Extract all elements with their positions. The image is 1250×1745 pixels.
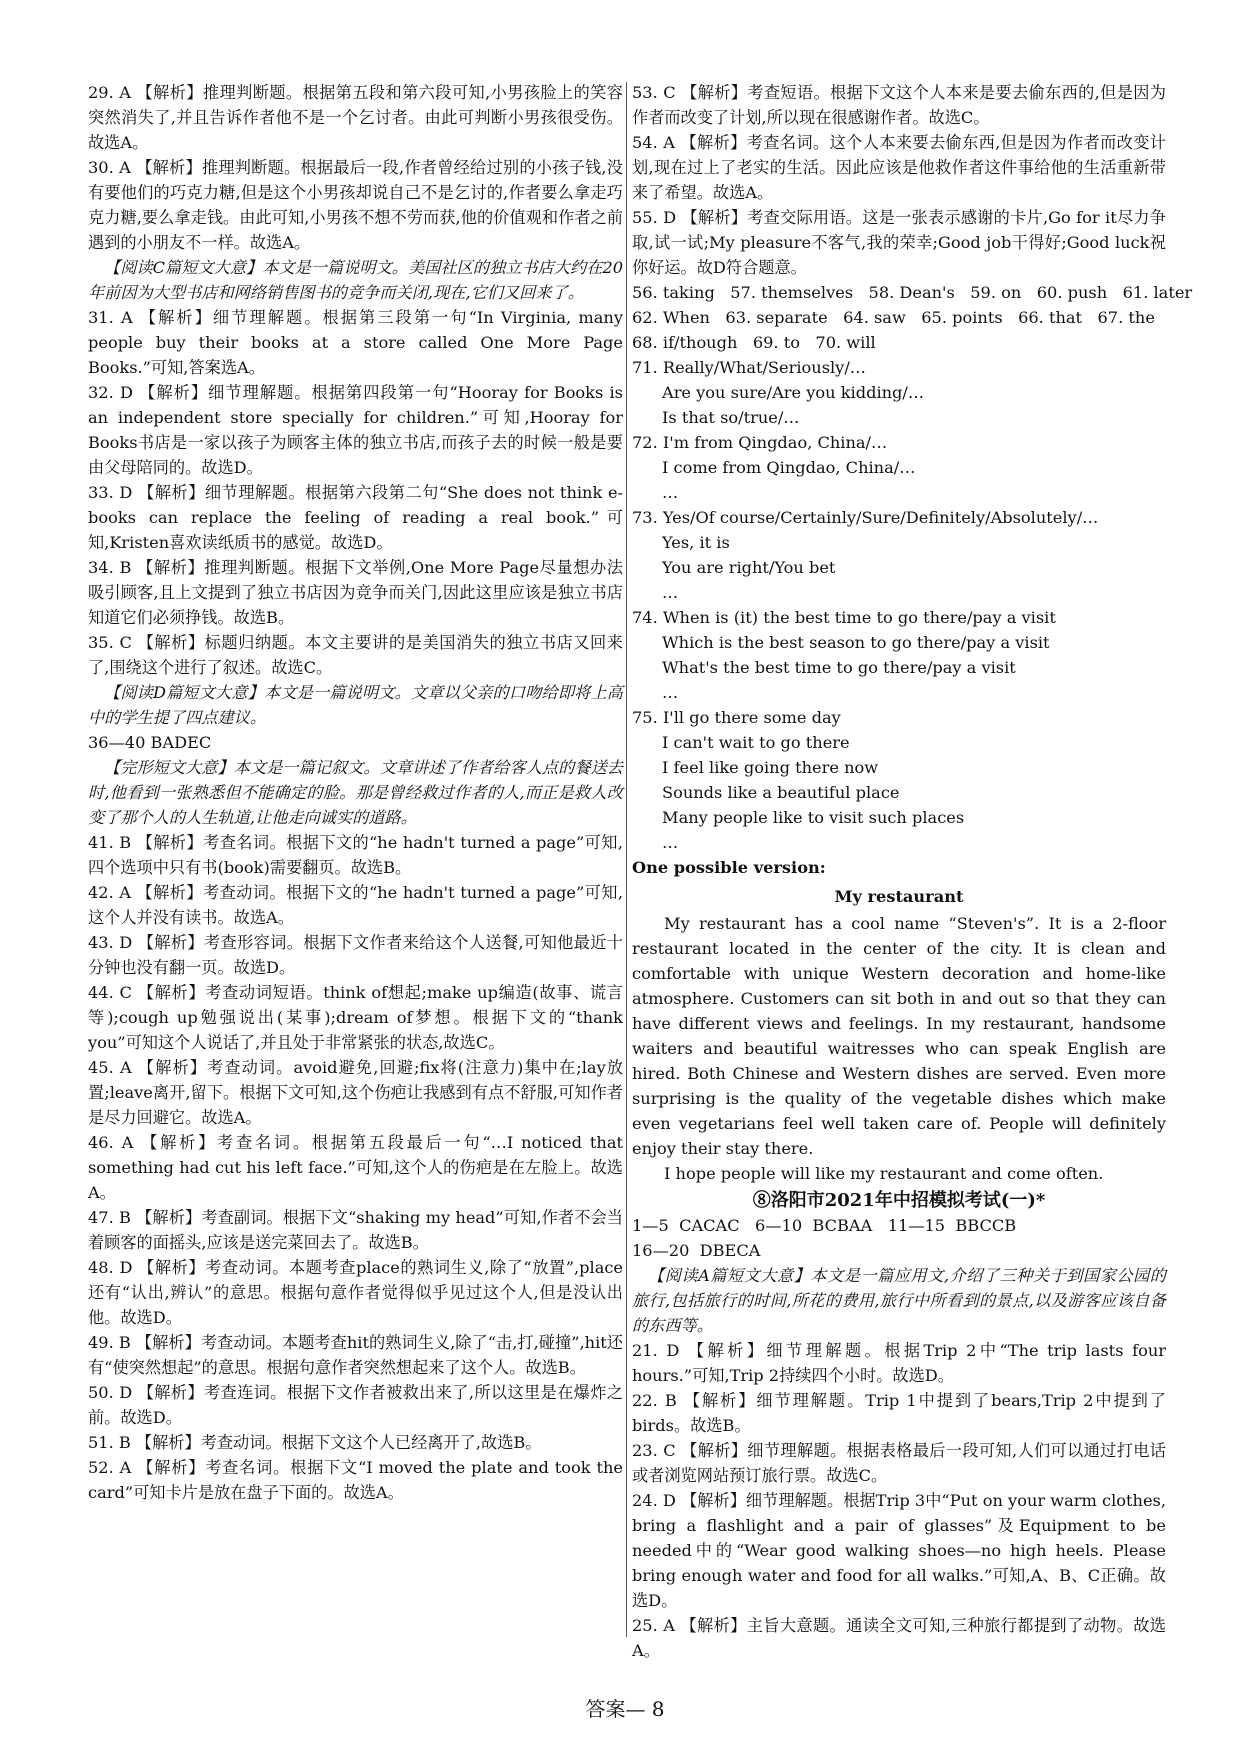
answer-alternative: I feel like going there now [662,758,879,777]
writing-sample [632,855,1166,1186]
answer-line: 73. Yes/Of course/Certainly/Sure/Definitely/Absolutely/… [632,508,1099,527]
answer-item: 46. A 【解析】考查名词。根据第五段最后一句“…I noticed that something had cut his left face.”可知,这个人的伤疤是在左脸上。故选A。 [88,1133,623,1202]
answer-item: 44. C 【解析】考查动词短语。think of想起;make up编造(故事、谎言等);cough up勉强说出(某事);dream of梦想。根据下文的“thank you”可知这个人说话了,并且处于非常紧张的状态,故选C。 [88,983,623,1052]
answer-alternative: I can't wait to go there [662,733,850,752]
exam-heading: ⑧洛阳市2021年中招模拟考试(一)* [752,1190,1046,1211]
answer-item: 35. C 【解析】标题归纳题。本文主要讲的是美国消失的独立书店又回来了,围绕这个进行了叙述。故选C。 [88,633,623,677]
answer-item: 54. A 【解析】考查名词。这个人本来要去偷东西,但是因为作者而改变计划,现在过上了老实的生活。因此应该是他救作者这件事给他的生活重新带来了希望。故选A。 [632,133,1166,202]
answer-line: 56. taking 57. themselves 58. Dean's 59. on 60. push 61. later [632,283,1193,302]
exam-answers: 1—5 CACAC 6—10 BCBAA 11—15 BBCCB [632,1216,1017,1235]
answer-alternative: I come from Qingdao, China/… [662,458,916,477]
answer-item: 53. C 【解析】考查短语。根据下文这个人本来是要去偷东西的,但是因为作者而改变了计划,所以现在很感谢作者。故选C。 [632,83,1166,127]
answer-alternative: Yes, it is [662,533,730,552]
answer-item: 22. B 【解析】细节理解题。Trip 1中提到了bears,Trip 2中提到了birds。故选B。 [632,1391,1166,1435]
answer-item: 36—40 BADEC [88,733,212,752]
answer-line: 74. When is (it) the best time to go there/pay a visit [632,608,1056,627]
answer-item: 30. A 【解析】推理判断题。根据最后一段,作者曾经给过别的小孩子钱,没有要他们的巧克力糖,但是这个小男孩却说自己不是乞讨的,作者要么拿走巧克力糖,要么拿走钱。由此可知,小男孩不想不劳而获,他的价值观和作者之前遇到的小朋友不一样。故选A。 [88,158,623,252]
answer-item: 42. A 【解析】考查动词。根据下文的“he hadn't turned a page”可知,这个人并没有读书。故选A。 [88,883,623,927]
page-footer: 答案— 8 [585,1697,665,1721]
answer-item: 23. C 【解析】细节理解题。根据表格最后一段可知,人们可以通过打电话或者浏览网站预订旅行票。故选C。 [632,1441,1166,1485]
answer-alternative: Sounds like a beautiful place [662,783,900,802]
answer-item: 49. B 【解析】考查动词。本题考查hit的熟词生义,除了“击,打,碰撞”,hit还有“使突然想起”的意思。根据句意作者突然想起来了这个人。故选B。 [88,1333,623,1377]
answer-line: 68. if/though 69. to 70. will [632,333,876,352]
answer-item: 29. A 【解析】推理判断题。根据第五段和第六段可知,小男孩脸上的笑容突然消失了,并且告诉作者他不是一个乞讨者。由此可判断小男孩很受伤。故选A。 [88,83,623,152]
answer-alternative: … [662,833,679,852]
answer-item: 51. B 【解析】考查动词。根据下文这个人已经离开了,故选B。 [88,1433,542,1452]
answer-item: 55. D 【解析】考查交际用语。这是一张表示感谢的卡片,Go for it尽力争取,试一试;My pleasure不客气,我的荣幸;Good job干得好;Good luck祝你好运。故D符合题意。 [632,208,1166,277]
essay-paragraph: My restaurant has a cool name “Steven's”. It is a 2-floor restaurant located in the center of the city. It is clean and comfortable with unique Western decoration and home-like atmosphere. Customers can sit both in and out so that they can have different views and feelings. In my restaurant, handsome waiters and beautiful waitresses who can speak English are hired. Both Chinese and Western dishes are served. Even more surprising is the quality of the vegetable dishes which make even vegetarians feel well taken care of. People will definitely enjoy their stay there. [632,914,1166,1158]
answer-item: 45. A 【解析】考查动词。avoid避免,回避;fix将(注意力)集中在;lay放置;leave离开,留下。根据下文可知,这个伤疤让我感到有点不舒服,可知作者是尽力回避它。故选A。 [88,1058,623,1127]
answers-21-25 [632,1263,1166,1663]
column-divider [626,82,627,1637]
passage-summary: 【阅读C篇短文大意】本文是一篇说明文。美国社区的独立书店大约在20年前因为大型书店和网络销售图书的竞争而关闭,现在,它们又回来了。 [88,258,623,302]
answer-alternative: … [662,483,679,502]
passage-summary: 【阅读D篇短文大意】本文是一篇说明文。文章以父亲的口吻给即将上高中的学生提了四点建议。 [88,683,623,727]
left-column [88,80,623,1505]
answer-alternative: You are right/You bet [662,558,836,577]
answer-item: 34. B 【解析】推理判断题。根据下文举例,One More Page尽量想办法吸引顾客,且上文提到了独立书店因为竞争而关门,因此这里应该是独立书店知道它们必须挣钱。故选B。 [88,558,623,627]
answer-item: 25. A 【解析】主旨大意题。通读全文可知,三种旅行都提到了动物。故选A。 [632,1616,1166,1660]
answer-alternative: Are you sure/Are you kidding/… [662,383,925,402]
passage-summary: 【阅读A篇短文大意】本文是一篇应用文,介绍了三种关于到国家公园的旅行,包括旅行的时间,所花的费用,旅行中所看到的景点,以及游客应该自备的东西等。 [632,1266,1166,1335]
answer-line: 75. I'll go there some day [632,708,841,727]
answer-alternative: Which is the best season to go there/pay a visit [662,633,1050,652]
answer-item: 48. D 【解析】考查动词。本题考查place的熟词生义,除了“放置”,place还有“认出,辨认”的意思。根据句意作者觉得似乎见过这个人,但是没认出他。故选D。 [88,1258,623,1327]
answer-item: 24. D 【解析】细节理解题。根据Trip 3中“Put on your warm clothes, bring a flashlight and a pair of glasses”及Equipment to be needed中的“Wear good walking shoes—no high heels. Please bring enough water and food for all walks.”可知,A、B、C正确。故选D。 [632,1491,1166,1610]
essay-paragraph: I hope people will like my restaurant and come often. [664,1164,1104,1183]
answer-line: 71. Really/What/Seriously/… [632,358,866,377]
answer-alternative: … [662,583,679,602]
exam-answers: 16—20 DBECA [632,1241,761,1260]
right-column [632,80,1193,1663]
answer-line: 72. I'm from Qingdao, China/… [632,433,888,452]
essay-title: My restaurant [834,887,964,906]
answer-item: 32. D 【解析】细节理解题。根据第四段第一句“Hooray for Books is an independent store specially for children.”可知,Hooray for Books书店是一家以孩子为顾客主体的独立书店,而孩子去的时候一般是要由父母陪同的。故选D。 [88,383,623,477]
answer-alternative: Is that so/true/… [662,408,800,427]
answer-line: 62. When 63. separate 64. saw 65. points 66. that 67. the [632,308,1155,327]
answer-item: 52. A 【解析】考查名词。根据下文“I moved the plate and took the card”可知卡片是放在盘子下面的。故选A。 [88,1458,623,1502]
answer-item: 47. B 【解析】考查副词。根据下文“shaking my head”可知,作者不会当着顾客的面摇头,应该是送完菜回去了。故选B。 [88,1208,623,1252]
answer-item: 21. D 【解析】细节理解题。根据Trip 2中“The trip lasts four hours.”可知,Trip 2持续四个小时。故选D。 [632,1341,1166,1385]
answer-alternative: What's the best time to go there/pay a visit [662,658,1016,677]
answer-item: 31. A 【解析】细节理解题。根据第三段第一句“In Virginia, many people buy their books at a store called One More Page Books.”可知,答案选A。 [88,308,623,377]
exam-section [632,1188,1166,1263]
answer-alternative: … [662,683,679,702]
answers-53-75 [632,80,1193,855]
answer-item: 50. D 【解析】考查连词。根据下文作者被救出来了,所以这里是在爆炸之前。故选D。 [88,1383,623,1427]
passage-summary: 【完形短文大意】本文是一篇记叙文。文章讲述了作者给客人点的餐送去时,他看到一张熟悉但不能确定的脸。那是曾经救过作者的人,而正是救人改变了那个人的人生轨道,让他走向诚实的道路。 [88,758,623,827]
answer-item: 33. D 【解析】细节理解题。根据第六段第二句“She does not think e-books can replace the feeling of reading a real book.”可知,Kristen喜欢读纸质书的感觉。故选D。 [88,483,623,552]
answer-item: 41. B 【解析】考查名词。根据下文的“he hadn't turned a page”可知,四个选项中只有书(book)需要翻页。故选B。 [88,833,623,877]
answer-item: 43. D 【解析】考查形容词。根据下文作者来给这个人送餐,可知他最近十分钟也没有翻一页。故选D。 [88,933,623,977]
essay-label: One possible version: [632,858,826,877]
answer-alternative: Many people like to visit such places [662,808,965,827]
